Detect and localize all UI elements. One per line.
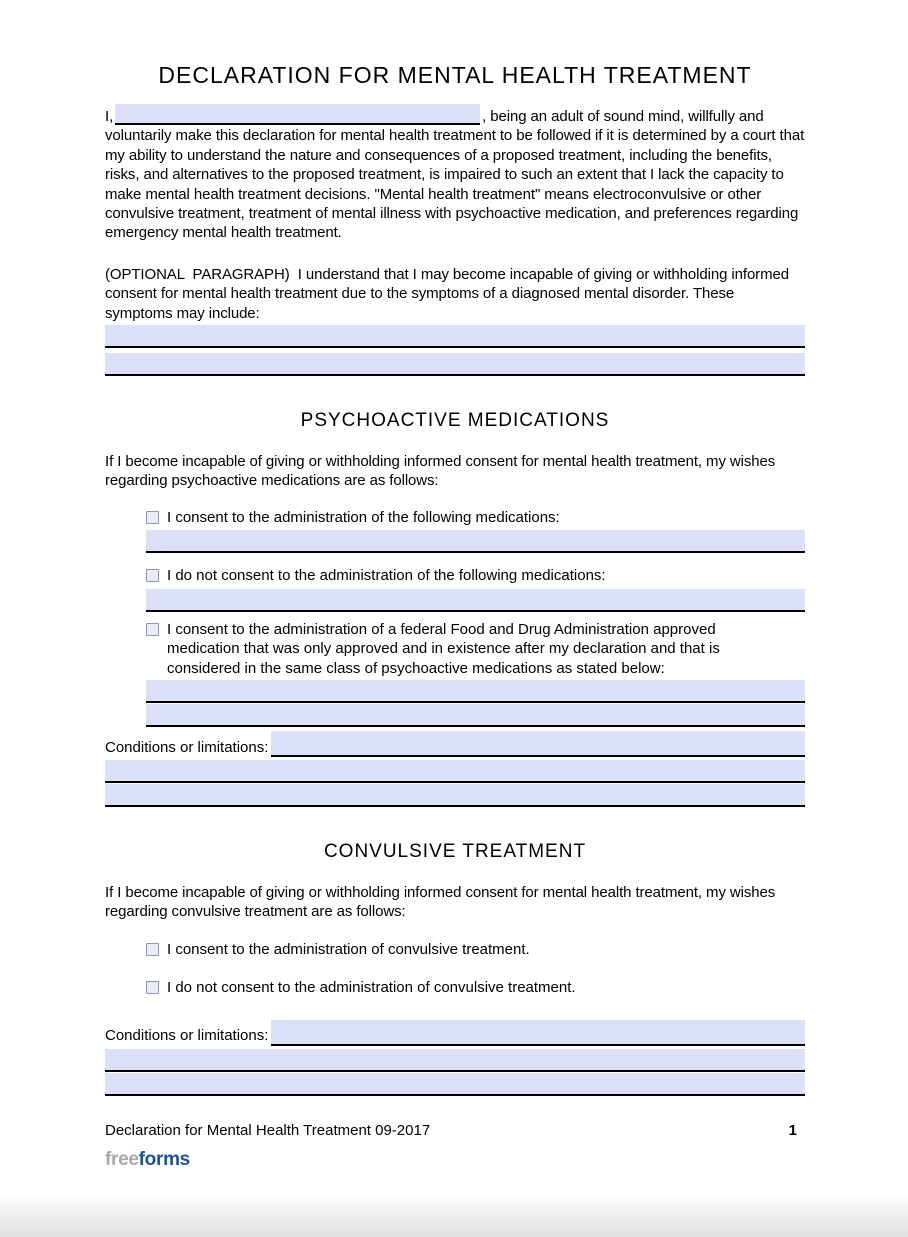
- conditions-label: Conditions or limitations:: [105, 738, 269, 756]
- logo-forms-text: forms: [138, 1148, 190, 1170]
- psychoactive-conditions-line-2-field[interactable]: [105, 760, 805, 783]
- option-label: I consent to the administration of convulsive treatment.: [167, 940, 530, 958]
- option-label: I consent to the administration of the following medications:: [167, 508, 560, 526]
- fda-medication-line-1-field[interactable]: [146, 680, 805, 703]
- document-page: [0, 62, 908, 1172]
- no-consent-convulsive-checkbox[interactable]: [146, 981, 159, 994]
- option-label: I consent to the administration of a federal Food and Drug Administration approved medication that was only approved and in existence after my declaration and that is considered in the same class of psychoactive medications as stated below:: [167, 620, 720, 677]
- option-consent-medications: [146, 508, 786, 527]
- convulsive-conditions-field[interactable]: [271, 1020, 805, 1046]
- page-footer: [105, 1122, 797, 1140]
- conditions-label: Conditions or limitations:: [105, 1027, 269, 1045]
- consent-medications-checkbox[interactable]: [146, 511, 159, 524]
- consent-medications-field[interactable]: [146, 530, 805, 553]
- option-fda-approved-medication: [146, 620, 786, 678]
- logo-free-text: free: [105, 1148, 139, 1170]
- optional-paragraph: (OPTIONAL PARAGRAPH) I understand that I may become incapable of giving or withholding informed consent for mental health treatment due to the symptoms of a diagnosed mental disorder. These symptoms may include:: [105, 265, 794, 322]
- intro-prefix: I,: [105, 108, 114, 125]
- intro-suffix: , being an adult of sound mind, willfully and voluntarily make this declaration for mental health treatment to be followed if it is determined by a court that my ability to understand the nature and consequences of a proposed treatment, including the benefits, risks, and alternatives to the proposed treatment, is impaired to such an extent that I lack the capacity to make mental health treatment decisions. "Mental health treatment" means electroconvulsive or other convulsive treatment, treatment of mental illness with psychoactive medication, and preferences regarding emergency mental health treatment.: [105, 108, 805, 242]
- fda-medication-line-2-field[interactable]: [146, 704, 805, 727]
- no-consent-medications-checkbox[interactable]: [146, 569, 159, 582]
- psychoactive-section-heading: PSYCHOACTIVE MEDICATIONS: [300, 410, 610, 432]
- psychoactive-conditions-field[interactable]: [271, 731, 805, 757]
- convulsive-intro-paragraph: If I become incapable of giving or withholding informed consent for mental health treatment, my wishes regarding convulsive treatment are as follows:: [105, 883, 776, 921]
- symptoms-line-1-field[interactable]: [105, 325, 805, 348]
- page-bottom-shadow: [0, 1193, 908, 1237]
- psychoactive-conditions-row: [105, 731, 805, 757]
- footer-doc-name: Declaration for Mental Health Treatment 09-2017: [105, 1121, 431, 1139]
- option-consent-convulsive: [146, 940, 786, 959]
- option-no-consent-medications: [146, 566, 786, 585]
- convulsive-conditions-line-3-field[interactable]: [105, 1073, 805, 1096]
- symptoms-line-2-field[interactable]: [105, 353, 805, 376]
- convulsive-conditions-line-2-field[interactable]: [105, 1049, 805, 1072]
- option-no-consent-convulsive: [146, 978, 786, 997]
- option-label: I do not consent to the administration of convulsive treatment.: [167, 979, 576, 997]
- convulsive-conditions-row: [105, 1020, 805, 1046]
- psychoactive-conditions-line-3-field[interactable]: [105, 784, 805, 807]
- consent-convulsive-checkbox[interactable]: [146, 943, 159, 956]
- fda-approved-medication-checkbox[interactable]: [146, 623, 159, 636]
- no-consent-medications-field[interactable]: [146, 589, 805, 612]
- convulsive-section-heading: CONVULSIVE TREATMENT: [323, 840, 587, 862]
- psychoactive-intro-paragraph: If I become incapable of giving or withholding informed consent for mental health treatment, my wishes regarding psychoactive medications are as follows:: [105, 453, 776, 490]
- freeforms-logo: [105, 1148, 805, 1172]
- option-label: I do not consent to the administration of the following medications:: [167, 567, 606, 585]
- declarant-name-field[interactable]: [115, 104, 480, 125]
- document-title: DECLARATION FOR MENTAL HEALTH TREATMENT: [158, 62, 752, 88]
- page-number: 1: [788, 1121, 797, 1139]
- intro-paragraph: [105, 104, 805, 243]
